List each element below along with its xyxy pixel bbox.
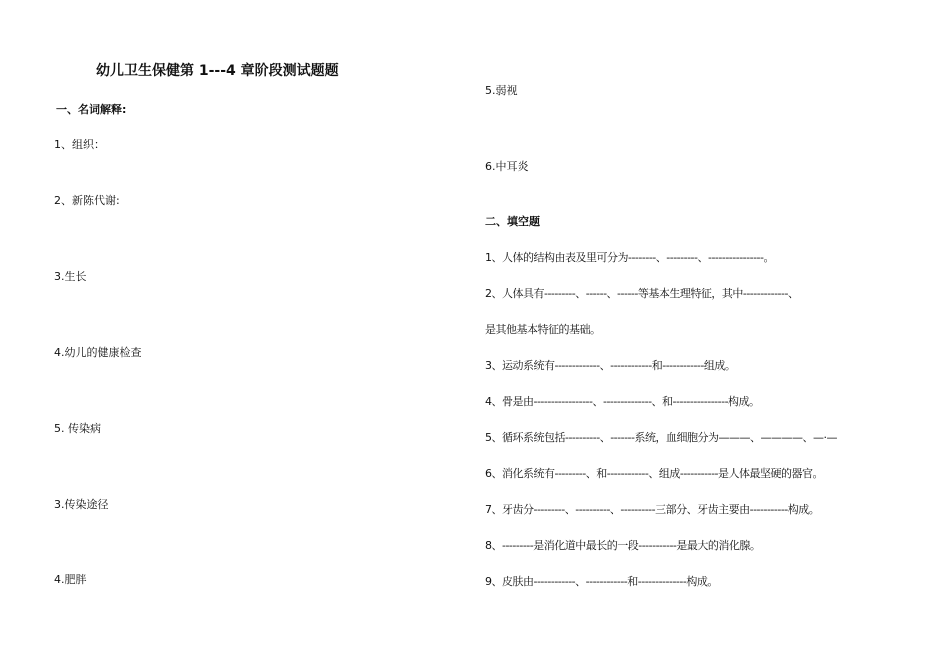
fill-question-3: 3、运动系统有-------------、------------和------------组成。 xyxy=(485,359,736,372)
definition-item-6: 3.传染途径 xyxy=(54,498,109,511)
fill-question-2: 2、人体具有---------、------、------等基本生理特征，其中-------------、 xyxy=(485,287,799,300)
definition-item-3: 3.生长 xyxy=(54,270,87,283)
definition-item-5: 5. 传染病 xyxy=(54,422,101,435)
fill-question-4: 4、骨是由-----------------、--------------、和----------------构成。 xyxy=(485,395,760,408)
definition-item-7: 4.肥胖 xyxy=(54,573,87,586)
definition-item-8: 5.弱视 xyxy=(485,84,518,97)
definition-item-9: 6.中耳炎 xyxy=(485,160,529,173)
fill-question-6: 6、消化系统有---------、和------------、组成-----------是人体最坚硬的器官。 xyxy=(485,467,824,480)
fill-question-1: 1、人体的结构由表及里可分为--------、---------、----------------。 xyxy=(485,251,774,264)
fill-question-2-continued: 是其他基本特征的基础。 xyxy=(485,323,601,336)
fill-question-8: 8、---------是消化道中最长的一段-----------是最大的消化腺。 xyxy=(485,539,761,552)
definition-item-2: 2、新陈代谢: xyxy=(54,194,120,207)
page-title: 幼儿卫生保健第 1---4 章阶段测试题题 xyxy=(96,63,339,79)
section-heading-definitions: 一、名词解释: xyxy=(56,103,127,116)
definition-item-1: 1、组织： xyxy=(54,138,105,151)
section-heading-fill-blank: 二、填空题 xyxy=(485,215,540,228)
definition-item-4: 4.幼儿的健康检查 xyxy=(54,346,142,359)
fill-question-9: 9、皮肤由------------、------------和--------------构成。 xyxy=(485,575,718,588)
fill-question-5: 5、循环系统包括----------、-------系统，血细胞分为———、————、—·— xyxy=(485,431,837,444)
fill-question-7: 7、牙齿分---------、----------、----------三部分、牙齿主要由-----------构成。 xyxy=(485,503,820,516)
